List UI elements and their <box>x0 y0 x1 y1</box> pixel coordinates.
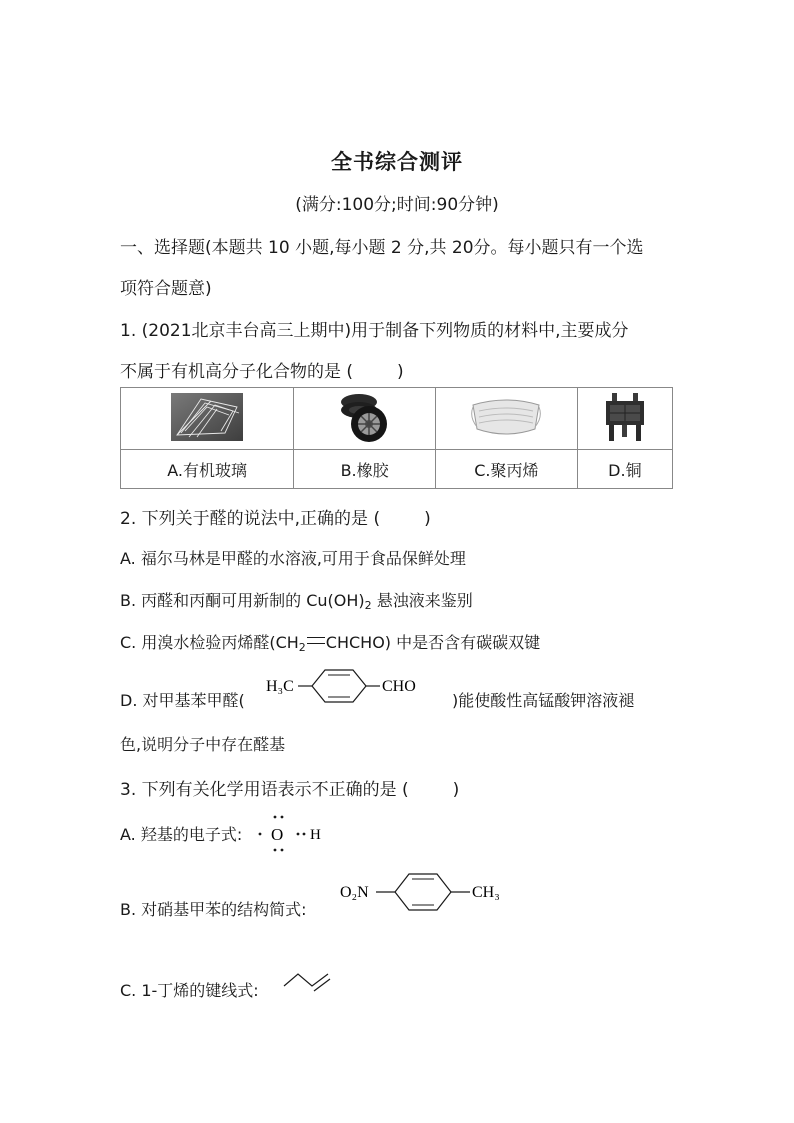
option-d-label: D.铜 <box>577 450 672 489</box>
option-c-label: C.聚丙烯 <box>435 450 577 489</box>
svg-text:O₂N: O₂N <box>340 884 369 901</box>
question-2-option-b: B. 丙醛和丙酮可用新制的 $Cu(OH)_2$ 悬浊液来鉴别 <box>120 591 473 612</box>
1-butene-skeletal-formula <box>282 970 336 998</box>
option-a-label: A.有机玻璃 <box>121 450 294 489</box>
question-3-option-b: B. 对硝基甲苯的结构简式: <box>120 900 307 919</box>
exam-info: (满分:100分;时间:90分钟) <box>295 195 499 215</box>
question-1-options-table <box>120 387 673 489</box>
question-1-stem: 1. (2021北京丰台高三上期中)用于制备下列物质的材料中,主要成分 <box>120 321 629 341</box>
acrylic-sheets-photo <box>171 393 243 441</box>
question-2-stem: 2. 下列关于醛的说法中,正确的是 ( ) <box>120 509 431 529</box>
rubber-tires-photo <box>335 390 395 444</box>
option-b-image-cell <box>294 388 436 450</box>
option-c-image-cell <box>435 388 577 450</box>
question-2-option-c: C. 用溴水检验丙烯醛($CH_2$ CHCHO) 中是否含有碳碳双键 <box>120 633 541 654</box>
option-b-label: B.橡胶 <box>294 450 436 489</box>
section-heading-line2: 项符合题意) <box>120 279 212 299</box>
question-2-option-a: A. 福尔马林是甲醛的水溶液,可用于食品保鲜处理 <box>120 549 466 568</box>
question-2-option-d-cont: )能使酸性高锰酸钾溶液褪 <box>452 691 635 710</box>
double-bond-symbol <box>307 637 325 644</box>
face-mask-photo <box>469 395 543 439</box>
page-title: 全书综合测评 <box>331 150 463 174</box>
svg-text:O: O <box>271 825 284 844</box>
option-d-image-cell <box>577 388 672 450</box>
svg-text:H₃C: H₃C <box>266 678 294 695</box>
p-nitrotoluene-structure <box>338 866 518 916</box>
p-tolualdehyde-structure <box>262 664 452 708</box>
svg-text:CH₃: CH₃ <box>472 884 500 901</box>
option-a-image-cell <box>121 388 294 450</box>
answer-paren-close: ) <box>397 362 404 382</box>
question-3-option-c: C. 1-丁烯的键线式: <box>120 981 259 1000</box>
question-1-stem-line2: 不属于有机高分子化合物的是 ( ) <box>120 362 404 382</box>
hydroxyl-electron-formula <box>254 812 334 856</box>
question-3-stem: 3. 下列有关化学用语表示不正确的是 ( ) <box>120 780 460 800</box>
svg-text:H: H <box>310 827 321 843</box>
question-2-option-d: D. 对甲基苯甲醛( <box>120 691 245 710</box>
section-heading-line1: 一、选择题(本题共 10 小题,每小题 2 分,共 20分。每小题只有一个选 <box>120 238 644 258</box>
bronze-ding-photo <box>602 391 648 443</box>
question-3-option-a: A. 羟基的电子式: <box>120 825 243 844</box>
question-2-option-d-line2: 色,说明分子中存在醛基 <box>120 735 286 754</box>
svg-text:CHO: CHO <box>382 678 416 695</box>
answer-paren-open: ( <box>346 362 354 382</box>
